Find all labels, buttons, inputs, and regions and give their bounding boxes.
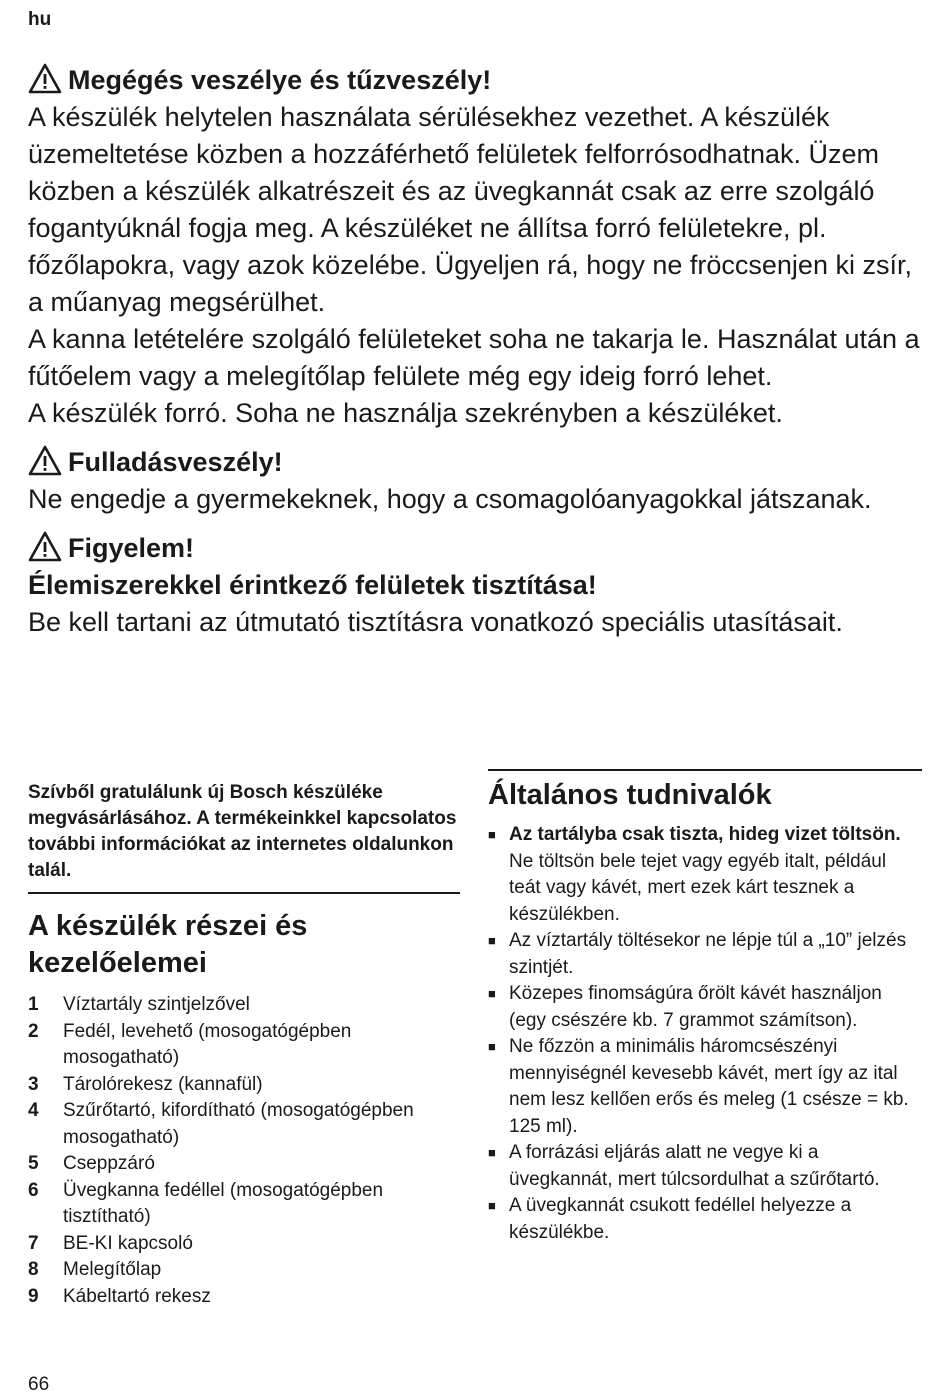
part-label: Cseppzáró [63,1153,155,1174]
part-number: 3 [28,1073,39,1095]
bullet-square-icon: ■ [488,1198,496,1213]
warnings-section [28,62,928,653]
list-item [28,1231,460,1258]
list-item [28,1098,460,1151]
parts-section-title: A készülék részei és kezelőelemei [28,910,308,979]
warning-paragraph: Be kell tartani az útmutató tisztításra vonatkozó speciális utasításait. [28,607,843,637]
bullet-square-icon: ■ [488,933,496,948]
part-label: Üvegkanna fedéllel (mosogatógépben tisztítható) [63,1179,384,1227]
bullet-text: A üvegkannát csukott fedéllel helyezze a készülékbe. [509,1195,852,1243]
warning-title: Fulladásveszély! [28,444,928,481]
list-item [28,1257,460,1284]
warning-subtitle: Élemiszerekkel érintkező felületek tisztítása! [28,570,597,600]
warning-suffocation [28,444,928,518]
part-label: Melegítőlap [63,1259,162,1280]
part-label: Víztartály szintjelzővel [63,994,250,1015]
part-number: 1 [28,994,39,1015]
list-item [488,1034,922,1140]
part-label: Szűrőtartó, kifordítható (mosogatógépben mosogatható) [63,1100,414,1148]
part-number: 4 [28,1100,39,1121]
general-info-list [488,822,922,1246]
bullet-text: Az tartályba csak tiszta, hideg vizet töltsön. Ne töltsön bele tejet vagy egyéb italt, például teát vagy kávét, mert ezek kárt tesznek a készülékben. [509,824,901,925]
right-column [488,769,922,1246]
part-label: BE-KI kapcsoló [63,1232,193,1254]
bullet-text: Ne főzzön a minimális háromcsészényi mennyiségnél kevesebb kávét, mert így az ital nem lesz kellően erős és meleg (1 csésze = kb. 125 ml). [509,1036,909,1137]
parts-list [28,992,460,1310]
list-item [28,1284,460,1311]
bullet-square-icon: ■ [488,1145,496,1160]
list-item [28,1019,460,1072]
part-number: 9 [28,1285,39,1307]
list-item [28,1151,460,1178]
warning-triangle-icon [28,444,62,478]
part-number: 7 [28,1232,39,1254]
list-item [488,822,922,928]
warning-triangle-icon [28,62,62,96]
left-column [28,780,460,1310]
bullet-text: Az víztartály töltésekor ne lépje túl a „10” jelzés szintjét. [509,930,907,978]
part-number: 8 [28,1259,39,1280]
bullet-square-icon: ■ [488,986,496,1001]
warning-title: Megégés veszélye és tűzveszély! [28,62,928,99]
part-number: 5 [28,1153,39,1174]
part-label: Tárolórekesz (kannafül) [63,1073,263,1095]
warning-burn-fire [28,62,928,432]
list-item [488,928,922,981]
part-label: Kábeltartó rekesz [63,1285,211,1307]
warning-paragraph: A készülék helytelen használata sérülésekhez vezethet. A készülék üzemeltetése közben a hozzáférhető felületek felforrósodhatnak. Üzem közben a készülék alkatrészeit és az üvegkannát csak az erre szolgáló fogantyúknál fogja meg. A készüléket ne állítsa forró felületekre, pl. főzőlapokra, vagy azok közelébe. Ügyeljen rá, hogy ne fröccsenjen ki zsír, a műanyag megsérülhet. [28,102,912,317]
bullet-square-icon: ■ [488,1039,496,1054]
list-item [488,1193,922,1246]
part-label: Fedél, levehető (mosogatógépben mosogatható) [63,1020,352,1068]
list-item [488,981,922,1034]
intro-text: Szívből gratulálunk új Bosch készüléke megvásárlásához. A termékeinkkel kapcsolatos további információkat az internetes oldalunkon talál. [28,780,460,894]
bullet-text: A forrázási eljárás alatt ne vegye ki a üvegkannát, mert túlcsordulhat a szűrőtartó. [509,1142,880,1190]
bullet-square-icon: ■ [488,827,496,842]
list-item [28,1072,460,1099]
bullet-text: Közepes finomságúra őrölt kávét használjon (egy csészére kb. 7 grammot számítson). [509,983,882,1031]
part-number: 6 [28,1179,39,1201]
warning-paragraph: Ne engedje a gyermekeknek, hogy a csomagolóanyagokkal játszanak. [28,484,872,514]
page-number: 66 [28,1374,50,1394]
warning-attention [28,530,928,641]
warning-title: Figyelem! [28,530,928,567]
warning-paragraph: A készülék forró. Soha ne használja szekrényben a készüléket. [28,398,783,428]
warning-paragraph: A kanna letételére szolgáló felületeket soha ne takarja le. Használat után a fűtőelem vagy a melegítőlap felülete még egy ideig forró lehet. [28,324,920,391]
list-item [28,1178,460,1231]
list-item [488,1140,922,1193]
part-number: 2 [28,1020,39,1042]
list-item [28,992,460,1019]
language-code: hu [28,9,52,30]
warning-triangle-icon [28,530,62,564]
general-info-title: Általános tudnivalók [488,779,772,811]
